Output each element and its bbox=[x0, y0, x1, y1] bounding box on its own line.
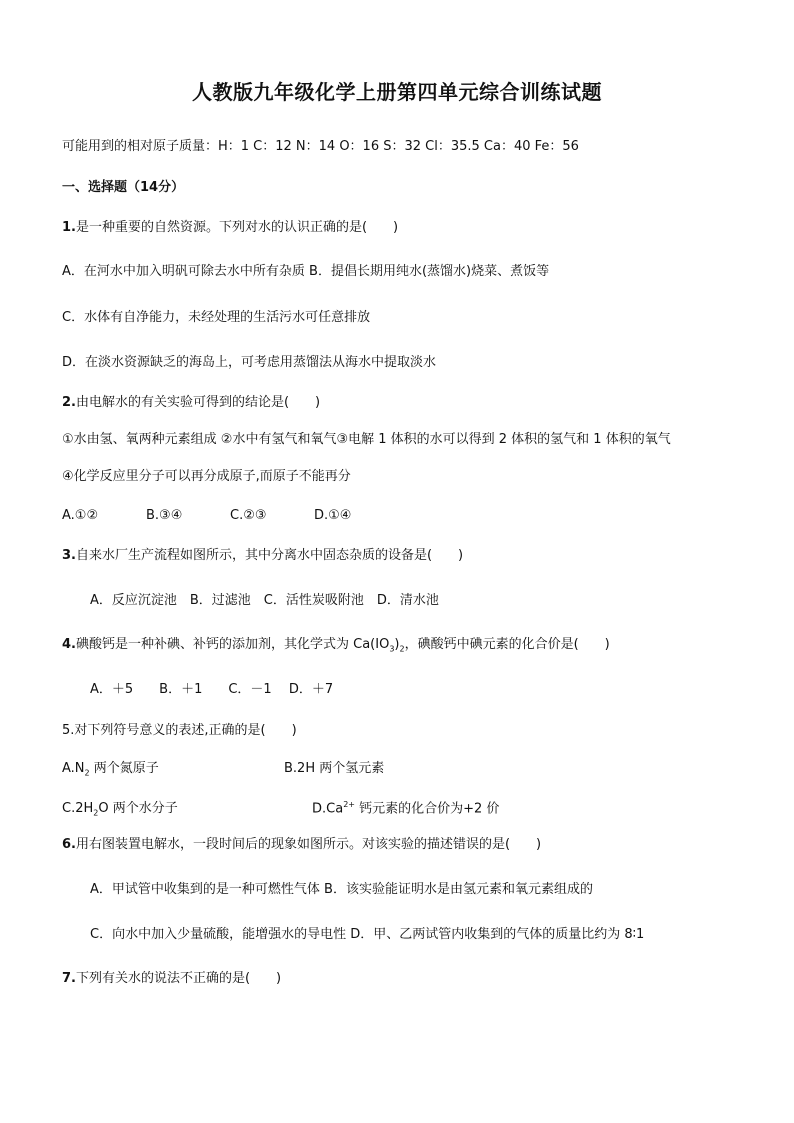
subscript: 2 bbox=[399, 644, 405, 654]
question-stem-mid: ) bbox=[394, 637, 400, 652]
question-4 bbox=[62, 636, 610, 659]
formula: D.Ca bbox=[312, 801, 344, 817]
question-stem-end: ，碘酸钙中碘元素的化合价是( ) bbox=[404, 637, 610, 652]
question-3 bbox=[62, 547, 463, 565]
formula: C.2H bbox=[62, 801, 94, 817]
q5-option-b: B.2H 两个氢元素 bbox=[284, 761, 385, 776]
question-6 bbox=[62, 836, 541, 854]
page-title: 人教版九年级化学上册第四单元综合训练试题 bbox=[192, 80, 602, 104]
option-text: O 两个水分子 bbox=[98, 801, 178, 817]
question-number: 4. bbox=[62, 637, 76, 652]
question-7 bbox=[62, 970, 281, 988]
q5-options-cd bbox=[62, 796, 499, 823]
q6-options-ab: A．甲试管中收集到的是一种可燃性气体 B．该实验能证明水是由氢元素和氧元素组成的 bbox=[90, 882, 593, 897]
option-text: 两个氮原子 bbox=[89, 761, 159, 776]
question-stem: 对下列符号意义的表述,正确的是( ) bbox=[74, 723, 297, 738]
question-number: 6. bbox=[62, 837, 76, 852]
question-stem: 下列有关水的说法不正确的是( ) bbox=[75, 971, 282, 986]
q2-statement-2: ④化学反应里分子可以再分成原子,而原子不能再分 bbox=[62, 469, 351, 484]
question-1 bbox=[62, 219, 398, 237]
q4-options: A．＋5 B．＋1 C．－1 D．＋7 bbox=[90, 682, 334, 697]
q2-option-c: C.②③ bbox=[230, 508, 267, 523]
q3-options: A．反应沉淀池 B．过滤池 C．活性炭吸附池 D．清水池 bbox=[90, 593, 439, 608]
subscript: 2 bbox=[93, 808, 99, 818]
question-5 bbox=[62, 722, 297, 740]
q5-option-a bbox=[62, 760, 284, 783]
q1-option-c: C．水体有自净能力，未经处理的生活污水可任意排放 bbox=[62, 310, 371, 325]
q5-option-d bbox=[312, 796, 499, 818]
question-number: 2. bbox=[62, 395, 76, 410]
section-heading: 一、选择题（14分） bbox=[62, 180, 185, 195]
q2-option-a: A.①② bbox=[62, 508, 99, 523]
option-text: 钙元素的化合价为+2 价 bbox=[354, 801, 500, 817]
question-2 bbox=[62, 394, 320, 412]
subscript: 3 bbox=[389, 644, 395, 654]
question-number: 7. bbox=[62, 971, 76, 986]
q1-option-ab: A．在河水中加入明矾可除去水中所有杂质 B．提倡长期用纯水(蒸馏水)烧菜、煮饭等 bbox=[62, 264, 550, 279]
question-number: 3. bbox=[62, 548, 76, 563]
q2-option-b: B.③④ bbox=[146, 508, 183, 523]
q2-options bbox=[62, 507, 351, 525]
question-stem: 用右图装置电解水，一段时间后的现象如图所示。对该实验的描述错误的是( ) bbox=[75, 837, 542, 852]
question-stem: 是一种重要的自然资源。下列对水的认识正确的是( ) bbox=[75, 220, 399, 235]
q2-statement-1: ①水由氢、氧两种元素组成 ②水中有氢气和氧气③电解 1 体积的水可以得到 2 体积的氢气和 1 体积的氧气 bbox=[62, 432, 671, 447]
superscript: 2+ bbox=[343, 800, 355, 809]
q5-option-c bbox=[62, 800, 312, 823]
question-number: 1. bbox=[62, 220, 76, 235]
q1-option-d: D．在淡水资源缺乏的海岛上，可考虑用蒸馏法从海水中提取淡水 bbox=[62, 355, 437, 370]
question-number: 5. bbox=[62, 723, 75, 738]
formula: A.N bbox=[62, 761, 85, 776]
question-stem: 自来水厂生产流程如图所示，其中分离水中固态杂质的设备是( ) bbox=[75, 548, 464, 563]
question-stem: 由电解水的有关实验可得到的结论是( ) bbox=[75, 395, 321, 410]
q5-options-ab bbox=[62, 760, 384, 783]
atomic-masses: 可能用到的相对原子质量：H：1 C：12 N：14 O：16 S：32 Cl：35.5 Ca：40 Fe：56 bbox=[62, 139, 579, 154]
q2-option-d: D.①④ bbox=[314, 508, 352, 523]
question-stem: 碘酸钙是一种补碘、补钙的添加剂，其化学式为 Ca(IO bbox=[75, 637, 390, 652]
q6-options-cd: C．向水中加入少量硫酸，能增强水的导电性 D．甲、乙两试管内收集到的气体的质量比约为 8∶1 bbox=[90, 927, 645, 942]
subscript: 2 bbox=[84, 768, 90, 778]
